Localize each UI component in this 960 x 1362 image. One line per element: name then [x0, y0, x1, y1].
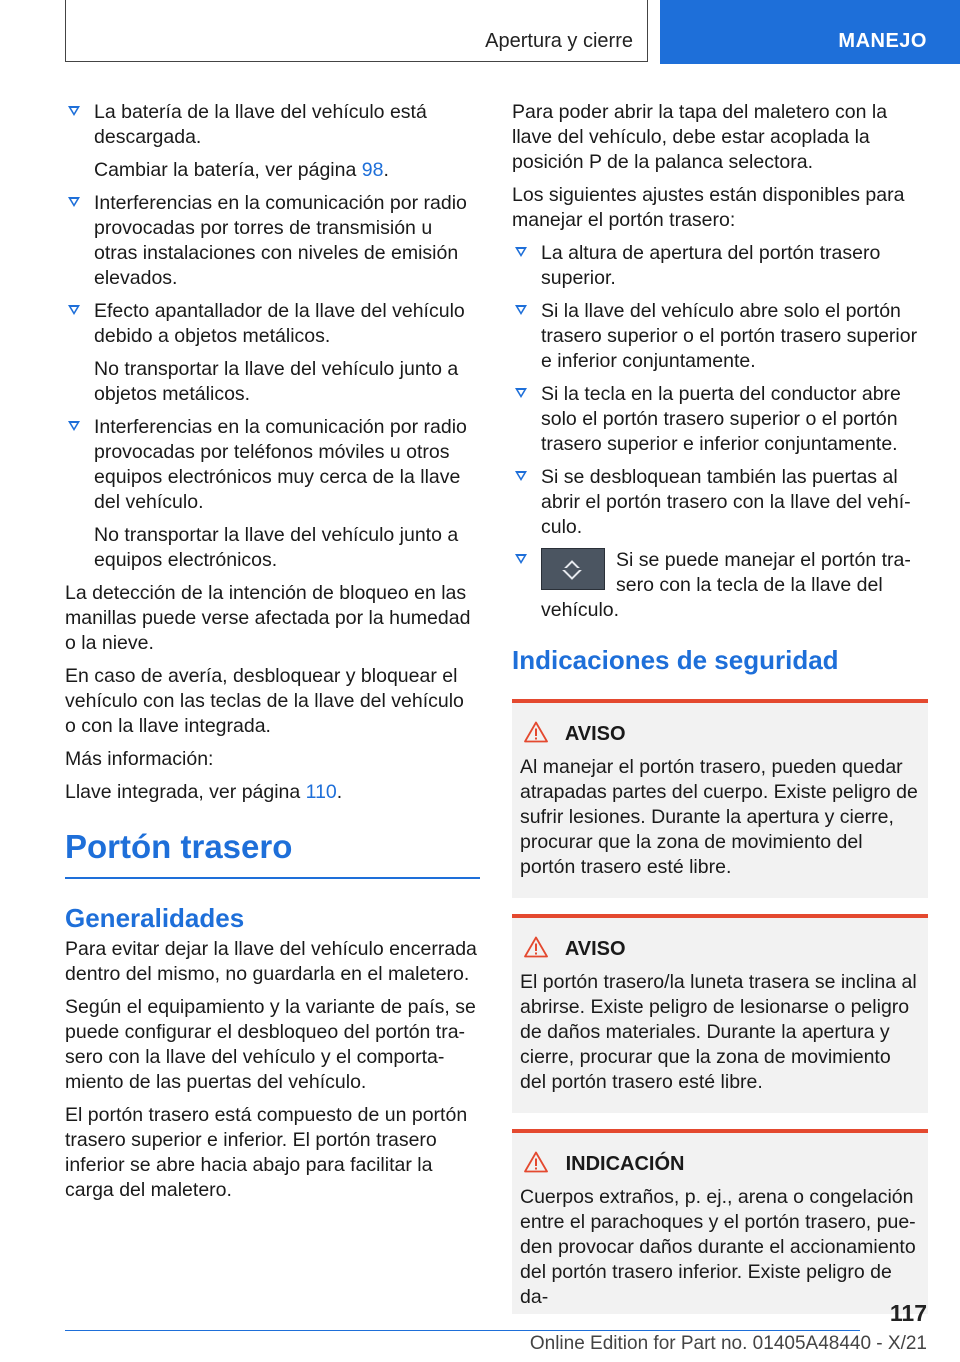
- footer-edition: Online Edition for Part no. 01405A48440 - X/21: [529, 1333, 927, 1354]
- bullet-triangle-icon: [515, 471, 527, 481]
- notice-text: Cuerpos extraños, p. ej., arena o congelación entre el parachoques y el portón trasero, pueden provocar daños durante el accionamiento del portón trasero inferior. Existe peligro de da-: [520, 1186, 916, 1308]
- tailgate-key-icon: [541, 548, 605, 590]
- warning-text: El portón trasero/la luneta trasera se inclina al abrirse. Existe peligro de lesionarse o peligro de daños materiales. Durante la apertura y cierre, procurar que la zona de movimiento del portón trasero esté libre.: [520, 971, 917, 1093]
- safety-section-title: Indicaciones de seguridad: [512, 645, 839, 675]
- footer-divider: [65, 1330, 860, 1331]
- warning-text: Al manejar el portón trasero, pueden quedar atrapadas partes del cuerpo. Existe peligro de sufrir lesiones. Durante la apertura y cierre, procurar que la zona de movimiento del portón trasero esté libre.: [520, 756, 918, 878]
- paragraph: Según el equipamiento y la variante de país, se puede configurar el desbloqueo del portón trasero con la llave del vehículo y el comportamiento de las puertas del vehículo.: [65, 996, 476, 1093]
- warning-label: AVISO: [564, 723, 626, 745]
- warning-label: AVISO: [564, 938, 626, 960]
- paragraph: Los siguientes ajustes están disponibles para manejar el portón trasero:: [512, 184, 905, 231]
- warning-box: [512, 914, 928, 1113]
- list-item-sub: No transportar la llave del vehículo junto a equipos electrónicos.: [94, 524, 459, 571]
- subsection-title: Generalidades: [65, 903, 245, 933]
- paragraph: Llave integrada, ver página 110.: [65, 781, 343, 803]
- left-column: [65, 100, 480, 1211]
- bullet-triangle-icon: [515, 554, 527, 564]
- bullet-triangle-icon: [68, 421, 80, 431]
- bullet-triangle-icon: [68, 197, 80, 207]
- list-item: Interferencias en la comunicación por radio provocadas por torres de transmisión u otras instalaciones con niveles de emisión elevados.: [65, 191, 480, 291]
- page-number: 117: [889, 1300, 927, 1326]
- bullet-triangle-icon: [515, 305, 527, 315]
- section-title: Portón trasero: [65, 827, 480, 879]
- notice-label: INDICACIÓN: [565, 1153, 685, 1175]
- paragraph: El portón trasero está compuesto de un portón trasero superior e inferior. El portón trasero inferior se abre hacia abajo para facilitar la carga del maletero.: [65, 1104, 468, 1201]
- page-link-110[interactable]: 110: [305, 781, 337, 803]
- warning-box: [512, 699, 928, 898]
- bullet-triangle-icon: [68, 106, 80, 116]
- warning-triangle-icon: [524, 721, 548, 743]
- paragraph: Para poder abrir la tapa del maletero con la llave del vehículo, debe estar acoplada la posición P de la palanca selectora.: [512, 101, 888, 173]
- header-section-tab: [65, 0, 648, 62]
- right-column: [512, 100, 928, 1330]
- bullet-triangle-icon: [515, 247, 527, 257]
- list-item-sub: No transportar la llave del vehículo junto a objetos metálicos.: [94, 358, 459, 405]
- paragraph: La detección de la intención de bloqueo en las manillas puede verse afectada por la humedad o la nieve.: [65, 582, 471, 654]
- list-item: Interferencias en la comunicación por radio provocadas por teléfonos móviles u otros equipos electrónicos muy cerca de la llave del vehículo.: [65, 415, 480, 515]
- list-item: La batería de la llave del vehículo está descargada.: [65, 100, 480, 150]
- list-item: Si se desbloquean también las puertas al abrir el portón trasero con la llave del vehículo.: [512, 465, 928, 540]
- warning-triangle-icon: [524, 1151, 548, 1173]
- list-item: Efecto apantallador de la llave del vehículo debido a objetos metálicos.: [65, 299, 480, 349]
- paragraph: Más información:: [65, 748, 214, 770]
- list-item: La altura de apertura del portón trasero superior.: [512, 241, 928, 291]
- list-item-sub: Cambiar la batería, ver página 98.: [94, 159, 389, 181]
- header-chapter-tab: [660, 0, 960, 64]
- warning-triangle-icon: [524, 936, 548, 958]
- paragraph: En caso de avería, desbloquear y bloquear el vehículo con las teclas de la llave del vehículo o con la llave integrada.: [65, 665, 464, 737]
- bullet-triangle-icon: [515, 388, 527, 398]
- list-item: Si la tecla en la puerta del conductor abre solo el portón trasero superior o el portón trasero superior e inferior conjuntamente.: [512, 382, 928, 457]
- header-chapter-title: MANEJO: [838, 30, 927, 52]
- page-link-98[interactable]: 98: [361, 159, 384, 181]
- list-item: Si se puede manejar el portón trasero con la tecla de la llave del vehículo.: [512, 548, 928, 623]
- bullet-triangle-icon: [68, 305, 80, 315]
- notice-box: [512, 1129, 928, 1314]
- paragraph: Para evitar dejar la llave del vehículo encerrada dentro del mismo, no guardarla en el maletero.: [65, 938, 477, 985]
- list-item: Si la llave del vehículo abre solo el portón trasero superior o el portón trasero superior e inferior conjuntamente.: [512, 299, 928, 374]
- header-section-title: Apertura y cierre: [485, 30, 633, 52]
